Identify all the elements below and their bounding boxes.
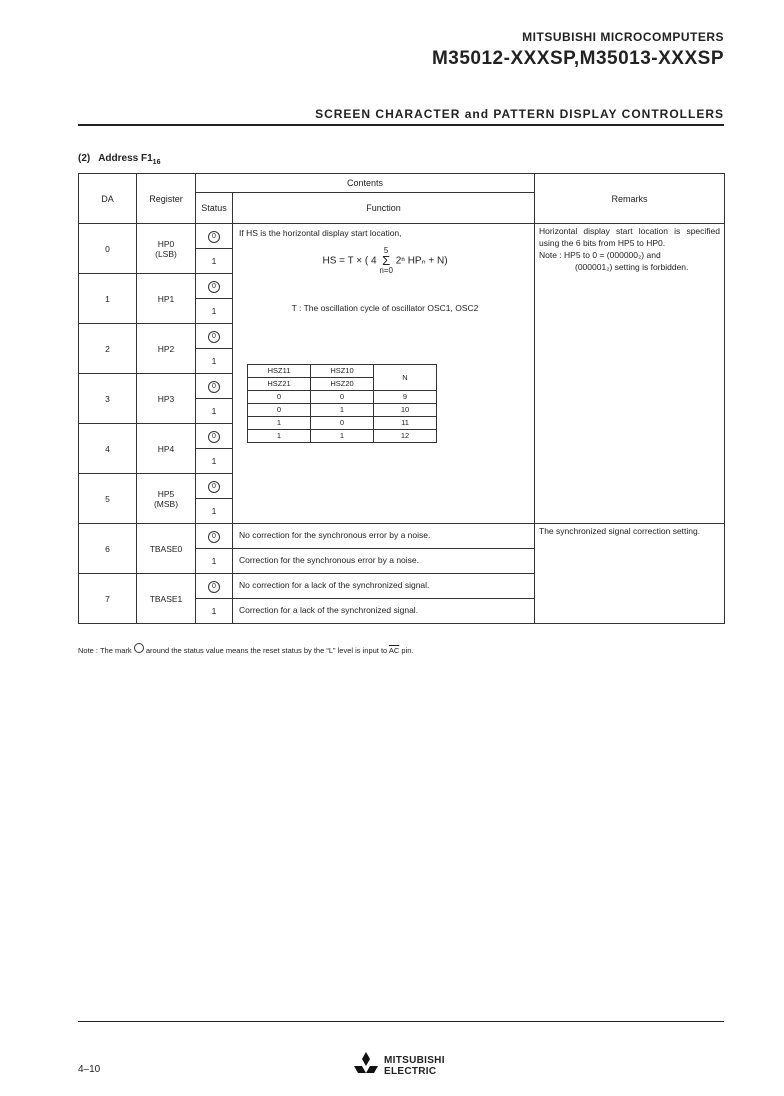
hsz-row: [248, 391, 437, 404]
status-set-cell: 1: [196, 349, 233, 374]
hp-function-cell: [233, 224, 535, 524]
register-cell: TBASE1: [137, 574, 196, 624]
part-number-title: M35012-XXXSP,M35013-XXXSP: [431, 48, 724, 69]
register-cell: HP4: [137, 424, 196, 474]
status-reset-cell: [196, 424, 233, 449]
header-da: DA: [79, 174, 137, 224]
status-set-cell: 1: [196, 399, 233, 424]
reset-mark-icon: [134, 643, 144, 653]
status-set-cell: 1: [196, 549, 233, 574]
hsz-cell: 0: [248, 404, 311, 417]
register-cell: HP3: [137, 374, 196, 424]
table-header-row: [79, 174, 725, 193]
formula-lhs: HS = T × ( 4: [322, 255, 377, 267]
status-set-cell: 1: [196, 249, 233, 274]
hsz-header: HSZ11: [248, 365, 311, 378]
hsz-header: HSZ10: [311, 365, 374, 378]
register-table: [78, 173, 725, 624]
register-cell: [137, 224, 196, 274]
header-function: Function: [233, 193, 535, 224]
status-set-cell: 1: [196, 449, 233, 474]
tbase0-function-set: Correction for the synchronous error by a noise.: [233, 549, 535, 574]
reset-mark: 0: [208, 481, 220, 493]
header-remarks: Remarks: [535, 174, 725, 224]
header-contents: Contents: [196, 174, 535, 193]
hsz-cell: 0: [248, 391, 311, 404]
hsz-cell: 1: [248, 417, 311, 430]
tbase1-function-set: Correction for a lack of the synchronized signal.: [233, 599, 535, 624]
hp-remarks-note: (000001₂) setting is forbidden.: [575, 261, 689, 272]
da-cell: 1: [79, 274, 137, 324]
logo-wordmark: [384, 1055, 445, 1077]
header-register: Register: [137, 174, 196, 224]
da-cell: 6: [79, 524, 137, 574]
hsz-cell: 1: [311, 404, 374, 417]
formula-rhs: 2ⁿ HPₙ + N): [395, 255, 448, 267]
hp-function-line: If HS is the horizontal display start location,: [239, 228, 402, 238]
subsection-subscript: 16: [152, 159, 161, 166]
tbase1-function-reset: No correction for a lack of the synchronized signal.: [233, 574, 535, 599]
logo-line: ELECTRIC: [384, 1066, 437, 1077]
reset-mark: 0: [208, 281, 220, 293]
hsz-row: [248, 430, 437, 443]
section-title: SCREEN CHARACTER and PATTERN DISPLAY CONTROLLERS: [315, 107, 724, 121]
reset-mark: 0: [208, 231, 220, 243]
oscillation-note: T : The oscillation cycle of oscillator OSC1, OSC2: [291, 303, 479, 313]
table-footnote: [78, 643, 414, 655]
hsz-header-n: N: [374, 365, 437, 391]
subsection-heading: [78, 153, 160, 166]
status-reset-cell: [196, 474, 233, 499]
register-cell: [137, 474, 196, 524]
hsz-row: [248, 404, 437, 417]
subsection-label: Address F1: [98, 153, 153, 164]
subsection-number: (2): [78, 153, 91, 164]
footer-rule: [78, 1021, 724, 1022]
status-set-cell: 1: [196, 299, 233, 324]
register-cell: HP1: [137, 274, 196, 324]
reset-mark: 0: [208, 531, 220, 543]
hsz-cell: 1: [311, 430, 374, 443]
register-name: HP5: [157, 488, 175, 499]
register-cell: HP2: [137, 324, 196, 374]
footnote-part: pin.: [401, 646, 414, 655]
hp-remarks-text: Horizontal display start location is specified using the 6 bits from HP5 to HP0.: [539, 226, 720, 248]
da-cell: 4: [79, 424, 137, 474]
register-cell: TBASE0: [137, 524, 196, 574]
status-reset-cell: [196, 524, 233, 549]
register-qualifier: (MSB): [153, 498, 179, 509]
hsz-cell: 0: [311, 391, 374, 404]
footnote-part: around the status value means the reset status by the “L” level is input to: [145, 646, 388, 655]
hsz-cell: 10: [374, 404, 437, 417]
da-cell: 0: [79, 224, 137, 274]
sigma-symbol: [379, 247, 393, 275]
register-name: HP0: [157, 238, 175, 249]
status-set-cell: 1: [196, 599, 233, 624]
da-cell: 5: [79, 474, 137, 524]
header-status: Status: [196, 193, 233, 224]
sigma-glyph: Σ: [382, 253, 391, 269]
table-row: [79, 224, 725, 249]
hsz-cell: 11: [374, 417, 437, 430]
status-reset-cell: [196, 224, 233, 249]
page-number: 4–10: [78, 1064, 101, 1075]
hp-remarks-note: Note : HP5 to 0 = (000000₂) and: [539, 249, 661, 260]
hp-remarks-cell: [535, 224, 725, 524]
brand-header: MITSUBISHI MICROCOMPUTERS: [522, 30, 724, 44]
hsz-header-row: [248, 365, 437, 378]
logo-line: MITSUBISHI: [384, 1055, 445, 1066]
hsz-cell: 0: [311, 417, 374, 430]
reset-mark: 0: [208, 581, 220, 593]
sigma-lower: n=0: [379, 266, 393, 276]
reset-mark: 0: [208, 431, 220, 443]
hsz-cell: 12: [374, 430, 437, 443]
tbase-remarks-cell: The synchronized signal correction setting.: [535, 524, 725, 624]
da-cell: 2: [79, 324, 137, 374]
hsz-row: [248, 417, 437, 430]
status-reset-cell: [196, 574, 233, 599]
status-reset-cell: [196, 324, 233, 349]
footnote-part: Note : The mark: [78, 646, 132, 655]
status-set-cell: 1: [196, 499, 233, 524]
hsz-header: HSZ20: [311, 378, 374, 391]
hs-formula: [239, 247, 531, 275]
ac-pin-label: $\overline{AC}$: [388, 646, 400, 655]
hsz-cell: 9: [374, 391, 437, 404]
da-cell: 7: [79, 574, 137, 624]
register-qualifier: (LSB): [155, 248, 177, 259]
sigma-upper: 5: [383, 246, 389, 256]
status-reset-cell: [196, 274, 233, 299]
reset-mark: 0: [208, 331, 220, 343]
hsz-header: HSZ21: [248, 378, 311, 391]
hsz-cell: 1: [248, 430, 311, 443]
tbase0-function-reset: No correction for the synchronous error by a noise.: [233, 524, 535, 549]
reset-mark: 0: [208, 381, 220, 393]
header-rule: [78, 124, 724, 126]
table-row: [79, 524, 725, 549]
hsz-table: [247, 364, 437, 443]
status-reset-cell: [196, 374, 233, 399]
da-cell: 3: [79, 374, 137, 424]
